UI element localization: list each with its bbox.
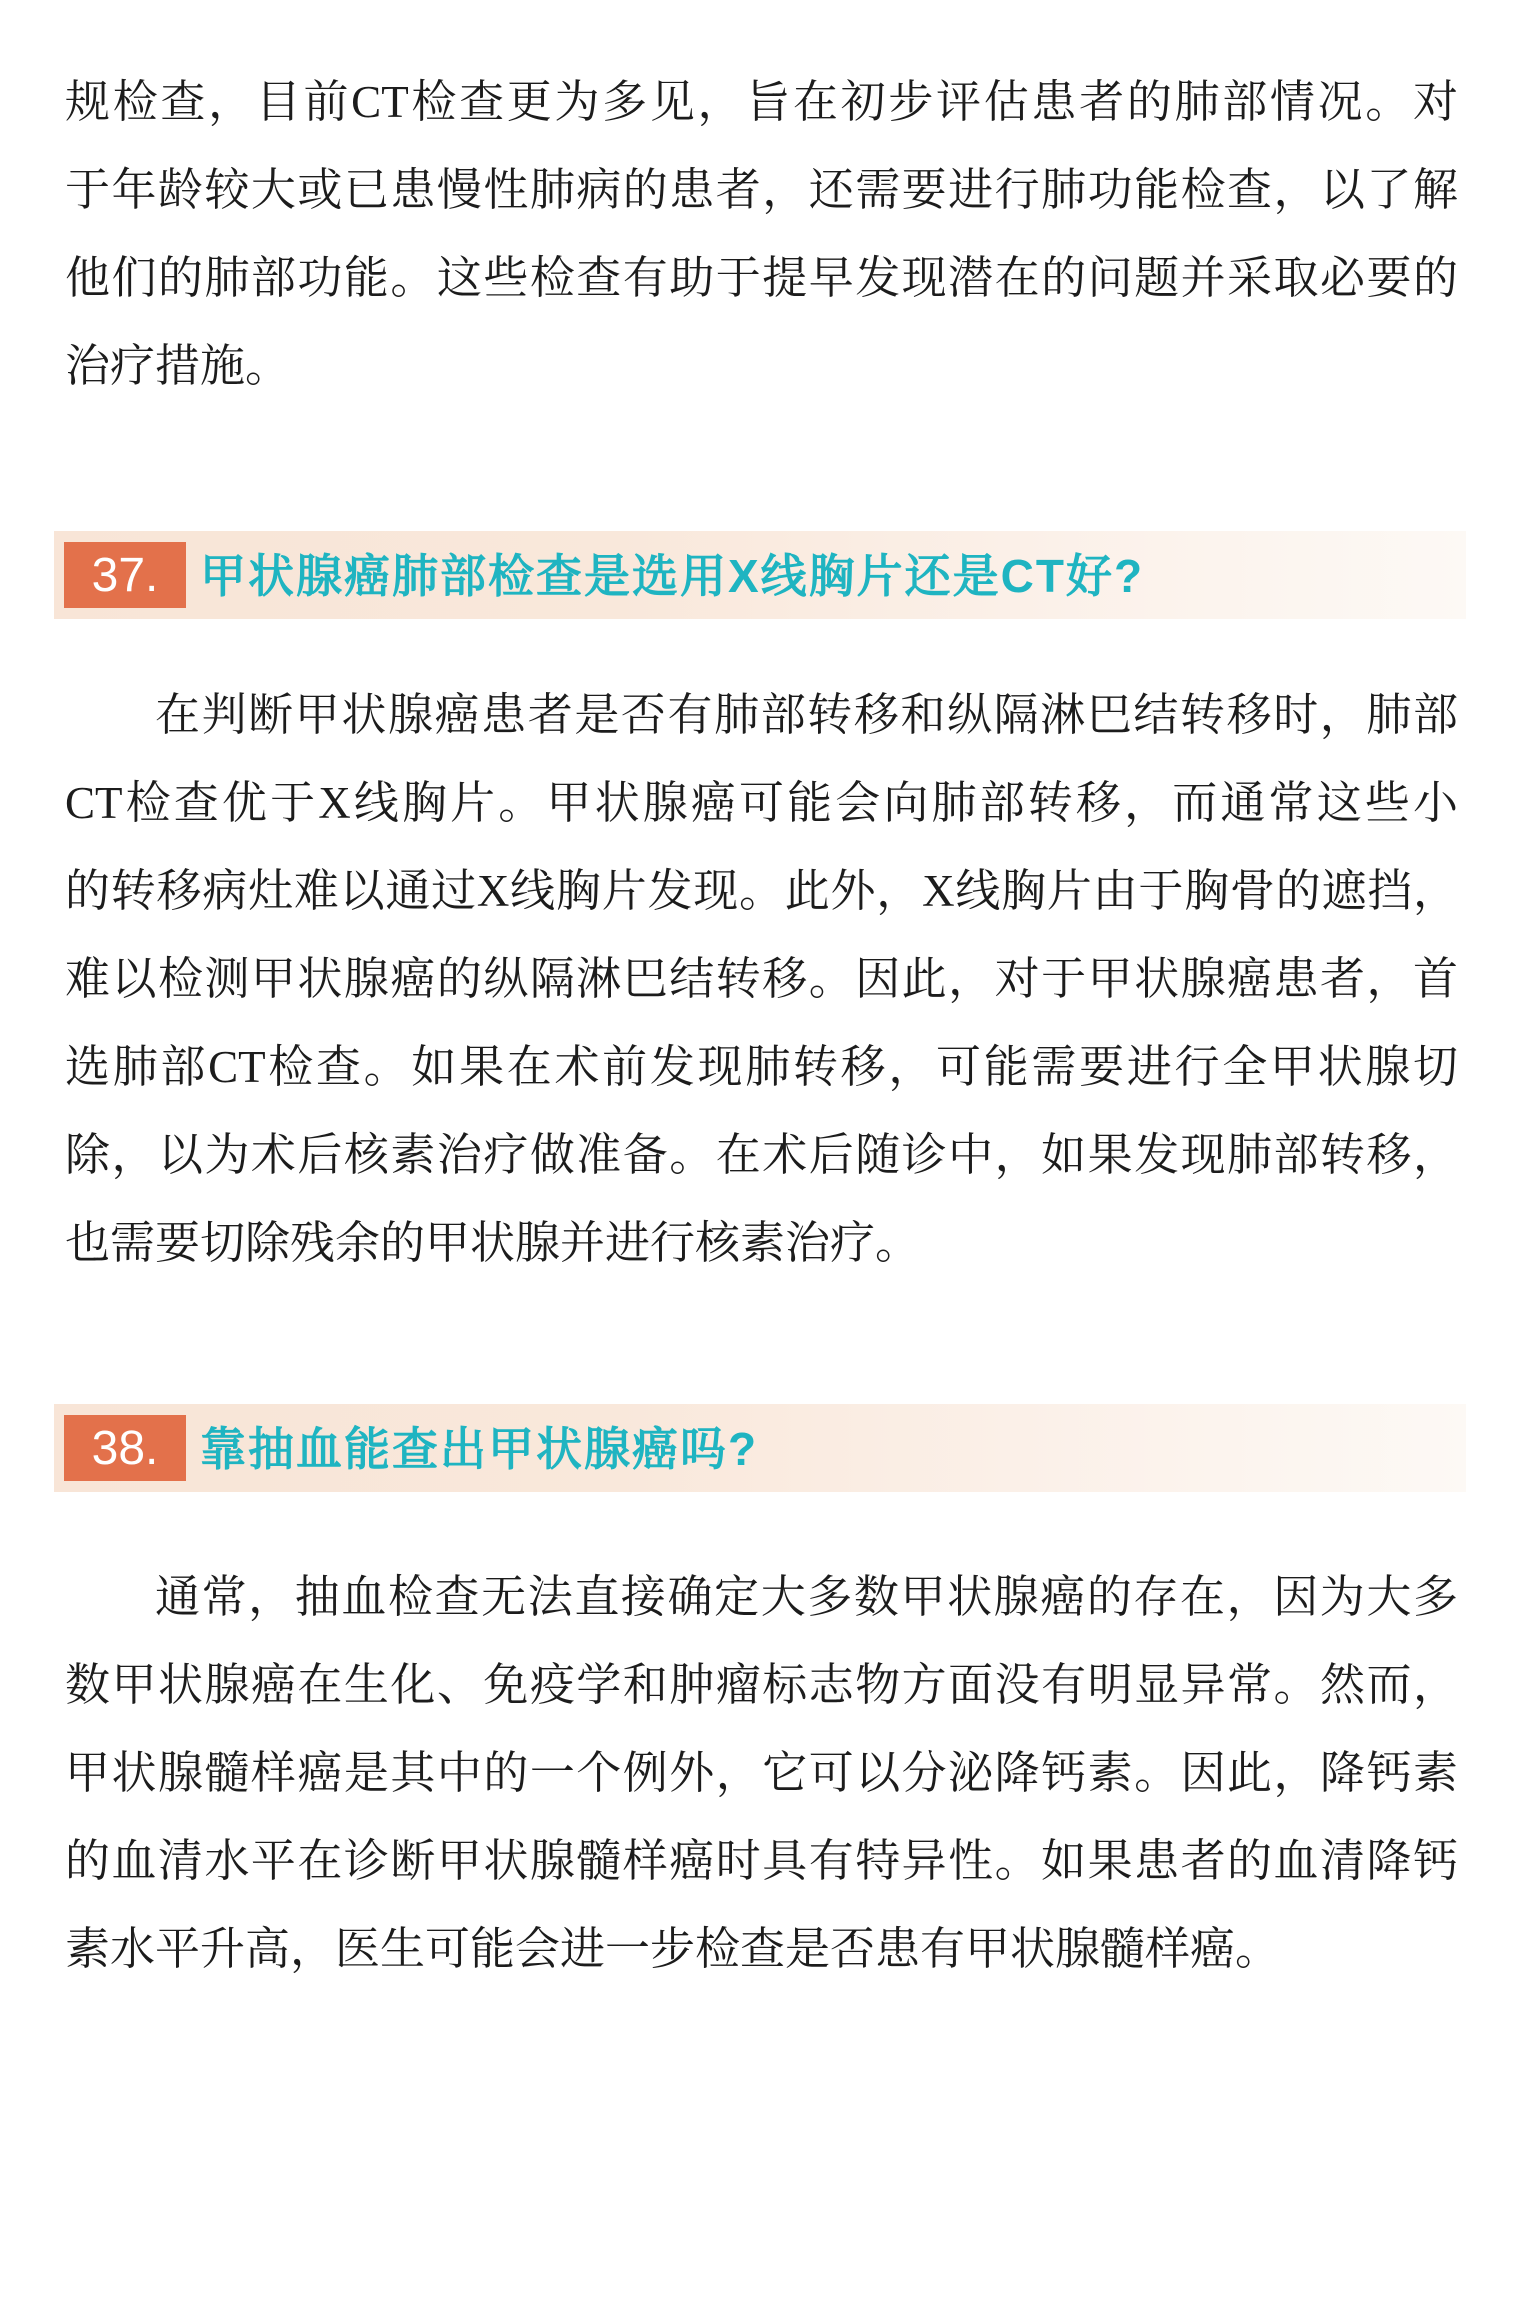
- section-title: 甲状腺癌肺部检查是选用X线胸片还是CT好?: [200, 550, 1145, 602]
- section-number-badge: 38.: [64, 1415, 186, 1481]
- paragraph-line: 数甲状腺癌在生化、免疫学和肿瘤标志物方面没有明显异常。然而，: [65, 1660, 1458, 1710]
- paragraph-line: CT检查优于X线胸片。甲状腺癌可能会向肺部转移，而通常这些小: [65, 778, 1458, 828]
- body-paragraph-section-37: [65, 671, 1458, 1287]
- paragraph-line: 的血清水平在诊断甲状腺髓样癌时具有特异性。如果患者的血清降钙: [65, 1836, 1458, 1886]
- body-paragraph-intro: [65, 58, 1458, 410]
- paragraph-line: 甲状腺髓样癌是其中的一个例外，它可以分泌降钙素。因此，降钙素: [65, 1748, 1458, 1798]
- section-37-header: [54, 531, 1466, 619]
- section-title: 靠抽血能查出甲状腺癌吗?: [200, 1423, 759, 1475]
- paragraph-line: 素水平升高，医生可能会进一步检查是否患有甲状腺髓样癌。: [65, 1924, 1281, 1974]
- paragraph-line: 治疗措施。: [65, 341, 291, 391]
- paragraph-line: 他们的肺部功能。这些检查有助于提早发现潜在的问题并采取必要的: [65, 253, 1458, 303]
- paragraph-line: 规检查，目前CT检查更为多见，旨在初步评估患者的肺部情况。对: [65, 77, 1458, 127]
- section-38-header: [54, 1404, 1466, 1492]
- paragraph-line: 通常，抽血检查无法直接确定大多数甲状腺癌的存在，因为大多: [155, 1572, 1458, 1622]
- paragraph-line: 也需要切除残余的甲状腺并进行核素治疗。: [65, 1218, 921, 1268]
- paragraph-line: 的转移病灶难以通过X线胸片发现。此外，X线胸片由于胸骨的遮挡，: [65, 866, 1458, 916]
- paragraph-line: 选肺部CT检查。如果在术前发现肺转移，可能需要进行全甲状腺切: [65, 1042, 1458, 1092]
- paragraph-line: 难以检测甲状腺癌的纵隔淋巴结转移。因此，对于甲状腺癌患者，首: [65, 954, 1458, 1004]
- section-number-badge: 37.: [64, 542, 186, 608]
- paragraph-line: 于年龄较大或已患慢性肺病的患者，还需要进行肺功能检查，以了解: [65, 165, 1458, 215]
- paragraph-line: 除，以为术后核素治疗做准备。在术后随诊中，如果发现肺部转移，: [65, 1130, 1458, 1180]
- body-paragraph-section-38: [65, 1553, 1458, 1993]
- paragraph-line: 在判断甲状腺癌患者是否有肺部转移和纵隔淋巴结转移时，肺部: [155, 690, 1458, 740]
